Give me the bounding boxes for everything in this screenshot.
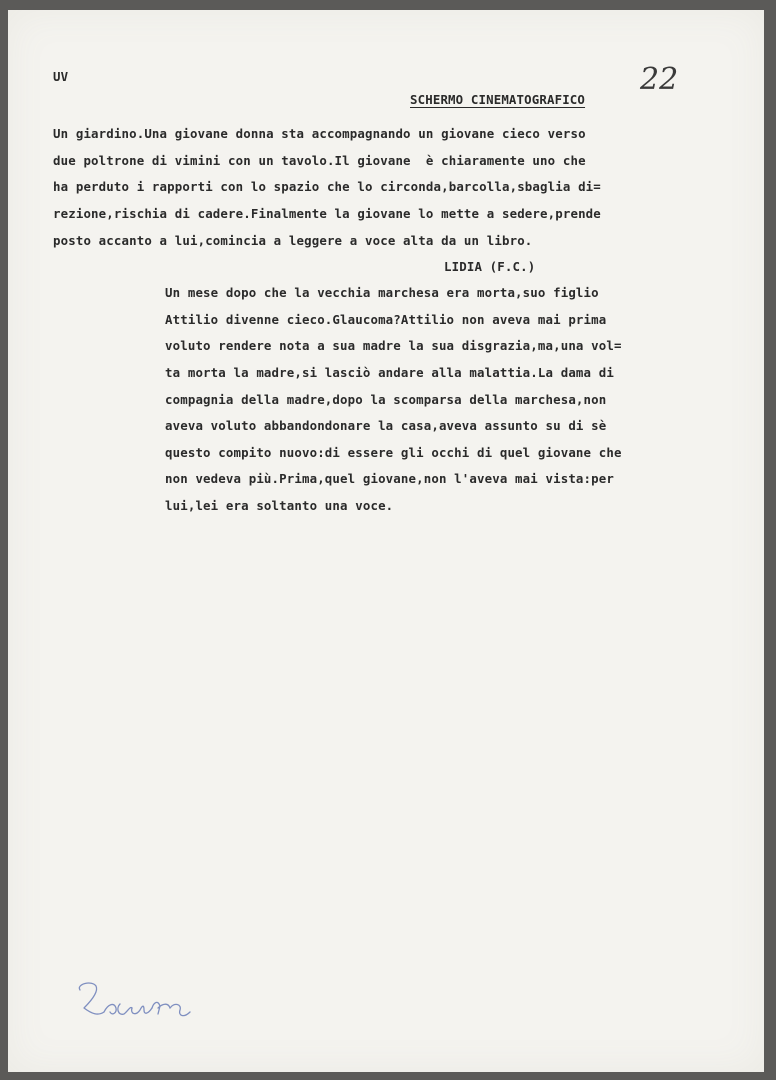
dialogue-line: lui,lei era soltanto una voce. xyxy=(165,498,394,513)
handwritten-signature xyxy=(74,978,194,1028)
description-line: posto accanto a lui,comincia a leggere a voce alta da un libro. xyxy=(53,233,533,248)
page-number: 22 xyxy=(640,62,679,97)
dialogue-line: questo compito nuovo:di essere gli occhi di quel giovane che xyxy=(165,445,622,460)
description-line: ha perduto i rapporti con lo spazio che lo circonda,barcolla,sbaglia di= xyxy=(53,179,601,194)
document-code: UV xyxy=(53,69,69,84)
dialogue-line: aveva voluto abbandondonare la casa,aveva assunto su di sè xyxy=(165,418,607,433)
speaker-name: LIDIA (F.C.) xyxy=(444,259,536,274)
description-line: Un giardino.Una giovane donna sta accompagnando un giovane cieco verso xyxy=(53,126,586,141)
document-page xyxy=(8,10,764,1072)
document-heading: SCHERMO CINEMATOGRAFICO xyxy=(410,92,586,107)
dialogue-line: Un mese dopo che la vecchia marchesa era morta,suo figlio xyxy=(165,285,599,300)
dialogue-line: Attilio divenne cieco.Glaucoma?Attilio non aveva mai prima xyxy=(165,312,607,327)
dialogue-line: voluto rendere nota a sua madre la sua disgrazia,ma,una vol= xyxy=(165,338,622,353)
dialogue-line: compagnia della madre,dopo la scomparsa della marchesa,non xyxy=(165,392,607,407)
description-line: due poltrone di vimini con un tavolo.Il giovane è chiaramente uno che xyxy=(53,153,586,168)
dialogue-line: ta morta la madre,si lasciò andare alla malattia.La dama di xyxy=(165,365,614,380)
description-line: rezione,rischia di cadere.Finalmente la giovane lo mette a sedere,prende xyxy=(53,206,601,221)
dialogue-line: non vedeva più.Prima,quel giovane,non l'aveva mai vista:per xyxy=(165,471,614,486)
